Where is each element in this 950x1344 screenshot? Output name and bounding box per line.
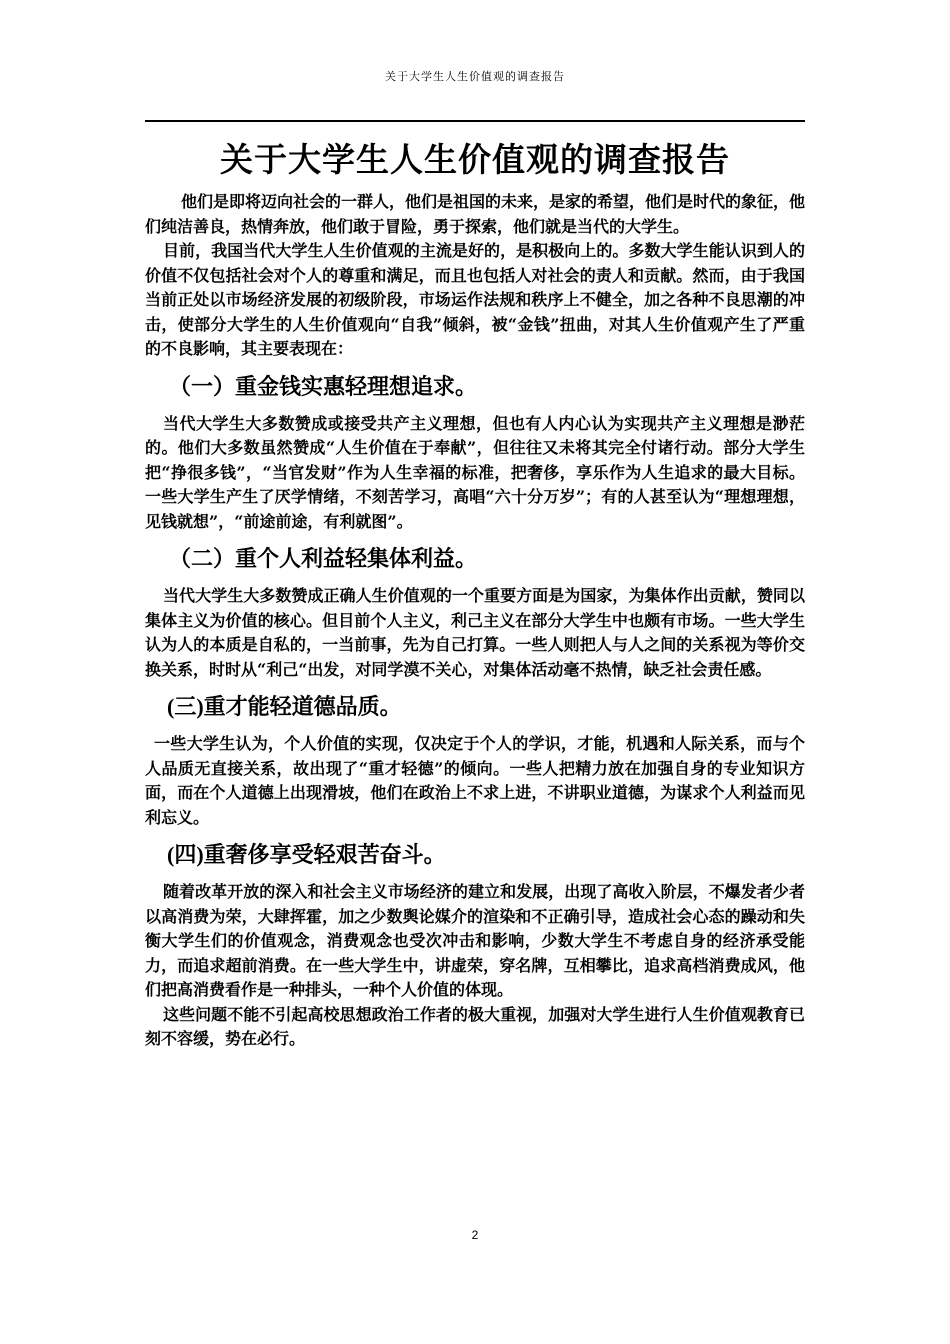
body-paragraph: 这些问题不能不引起高校思想政治工作者的极大重视，加强对大学生进行人生价值观教育已刻不容缓，势在必行。 [145,1004,805,1048]
body-paragraph: 一些大学生认为，个人价值的实现，仅决定于个人的学识，才能，机遇和人际关系，而与个人品质无直接关系，故出现了“重才轻德”的倾向。一些人把精力放在加强自身的专业知识方面，而在个人道德上出现滑坡，他们在政治上不求上进，不讲职业道德，为谋求个人利益而见利忘义。 [145,734,805,827]
body-paragraph: 当代大学生大多数赞成或接受共产主义理想，但也有人内心认为实现共产主义理想是渺茫的。他们大多数虽然赞成“人生价值在于奉献”，但往往又未将其完全付诸行动。部分大学生把“挣很多钱”，“当官发财”作为人生幸福的标准，把奢侈，享乐作为人生追求的最大目标。一些大学生产生了厌学情绪，不刻苦学习，高唱“六十分万岁”；有的人甚至认为“理想理想，见钱就想”，“前途前途，有利就图”。 [145,413,805,531]
document-body [145,138,805,1052]
section-heading: (三)重才能轻道德品质。 [167,694,402,719]
header-rule [145,120,805,122]
section-heading: （一）重金钱实惠轻理想追求。 [169,373,478,400]
intro-paragraph: 目前，我国当代大学生人生价值观的主流是好的，是积极向上的。多数大学生能认识到人的价值不仅包括社会对个人的尊重和满足，而且也包括人对社会的责人和贡献。然而，由于我国当前正处以市场经济发展的初级阶段，市场运作法规和秩序上不健全，加之各种不良思潮的冲击，使部分大学生的人生价值观向“自我”倾斜，被“金钱”扭曲，对其人生价值观产生了严重的不良影响，其主要表现在： [145,241,805,358]
body-paragraph: 随着改革开放的深入和社会主义市场经济的建立和发展，出现了高收入阶层，不爆发者少者以高消费为荣，大肆挥霍，加之少数舆论媒介的渲染和不正确引导，造成社会心态的躁动和失衡大学生们的价值观念，消费观念也受次冲击和影响，少数大学生不考虑自身的经济承受能力，而追求超前消费。在一些大学生中，讲虚荣，穿名牌，互相攀比，追求高档消费成风，他们把高消费看作是一种排头，一种个人价值的体现。 [145,882,805,999]
page-number: 2 [471,1228,479,1242]
intro-paragraph: 他们是即将迈向社会的一群人，他们是祖国的未来，是家的希望，他们是时代的象征，他们纯洁善良，热情奔放，他们敢于冒险，勇于探索，他们就是当代的大学生。 [145,192,806,236]
document-title: 关于大学生人生价值观的调查报告 [220,140,730,179]
section-heading: （二）重个人利益轻集体利益。 [169,546,478,572]
body-paragraph: 当代大学生大多数赞成正确人生价值观的一个重要方面是为国家，为集体作出贡献，赞同以集体主义为价值的核心。但目前个人主义，利己主义在部分大学生中也颇有市场。一些大学生认为人的本质是自私的，一当前事，先为自己打算。一些人则把人与人之间的关系视为等价交换关系，时时从“利己“出发，对同学漠不关心，对集体活动毫不热情，缺乏社会责任感。 [145,586,805,679]
section-heading: (四)重奢侈享受轻艰苦奋斗。 [167,842,446,867]
running-header: 关于大学生人生价值观的调查报告 [385,70,565,83]
